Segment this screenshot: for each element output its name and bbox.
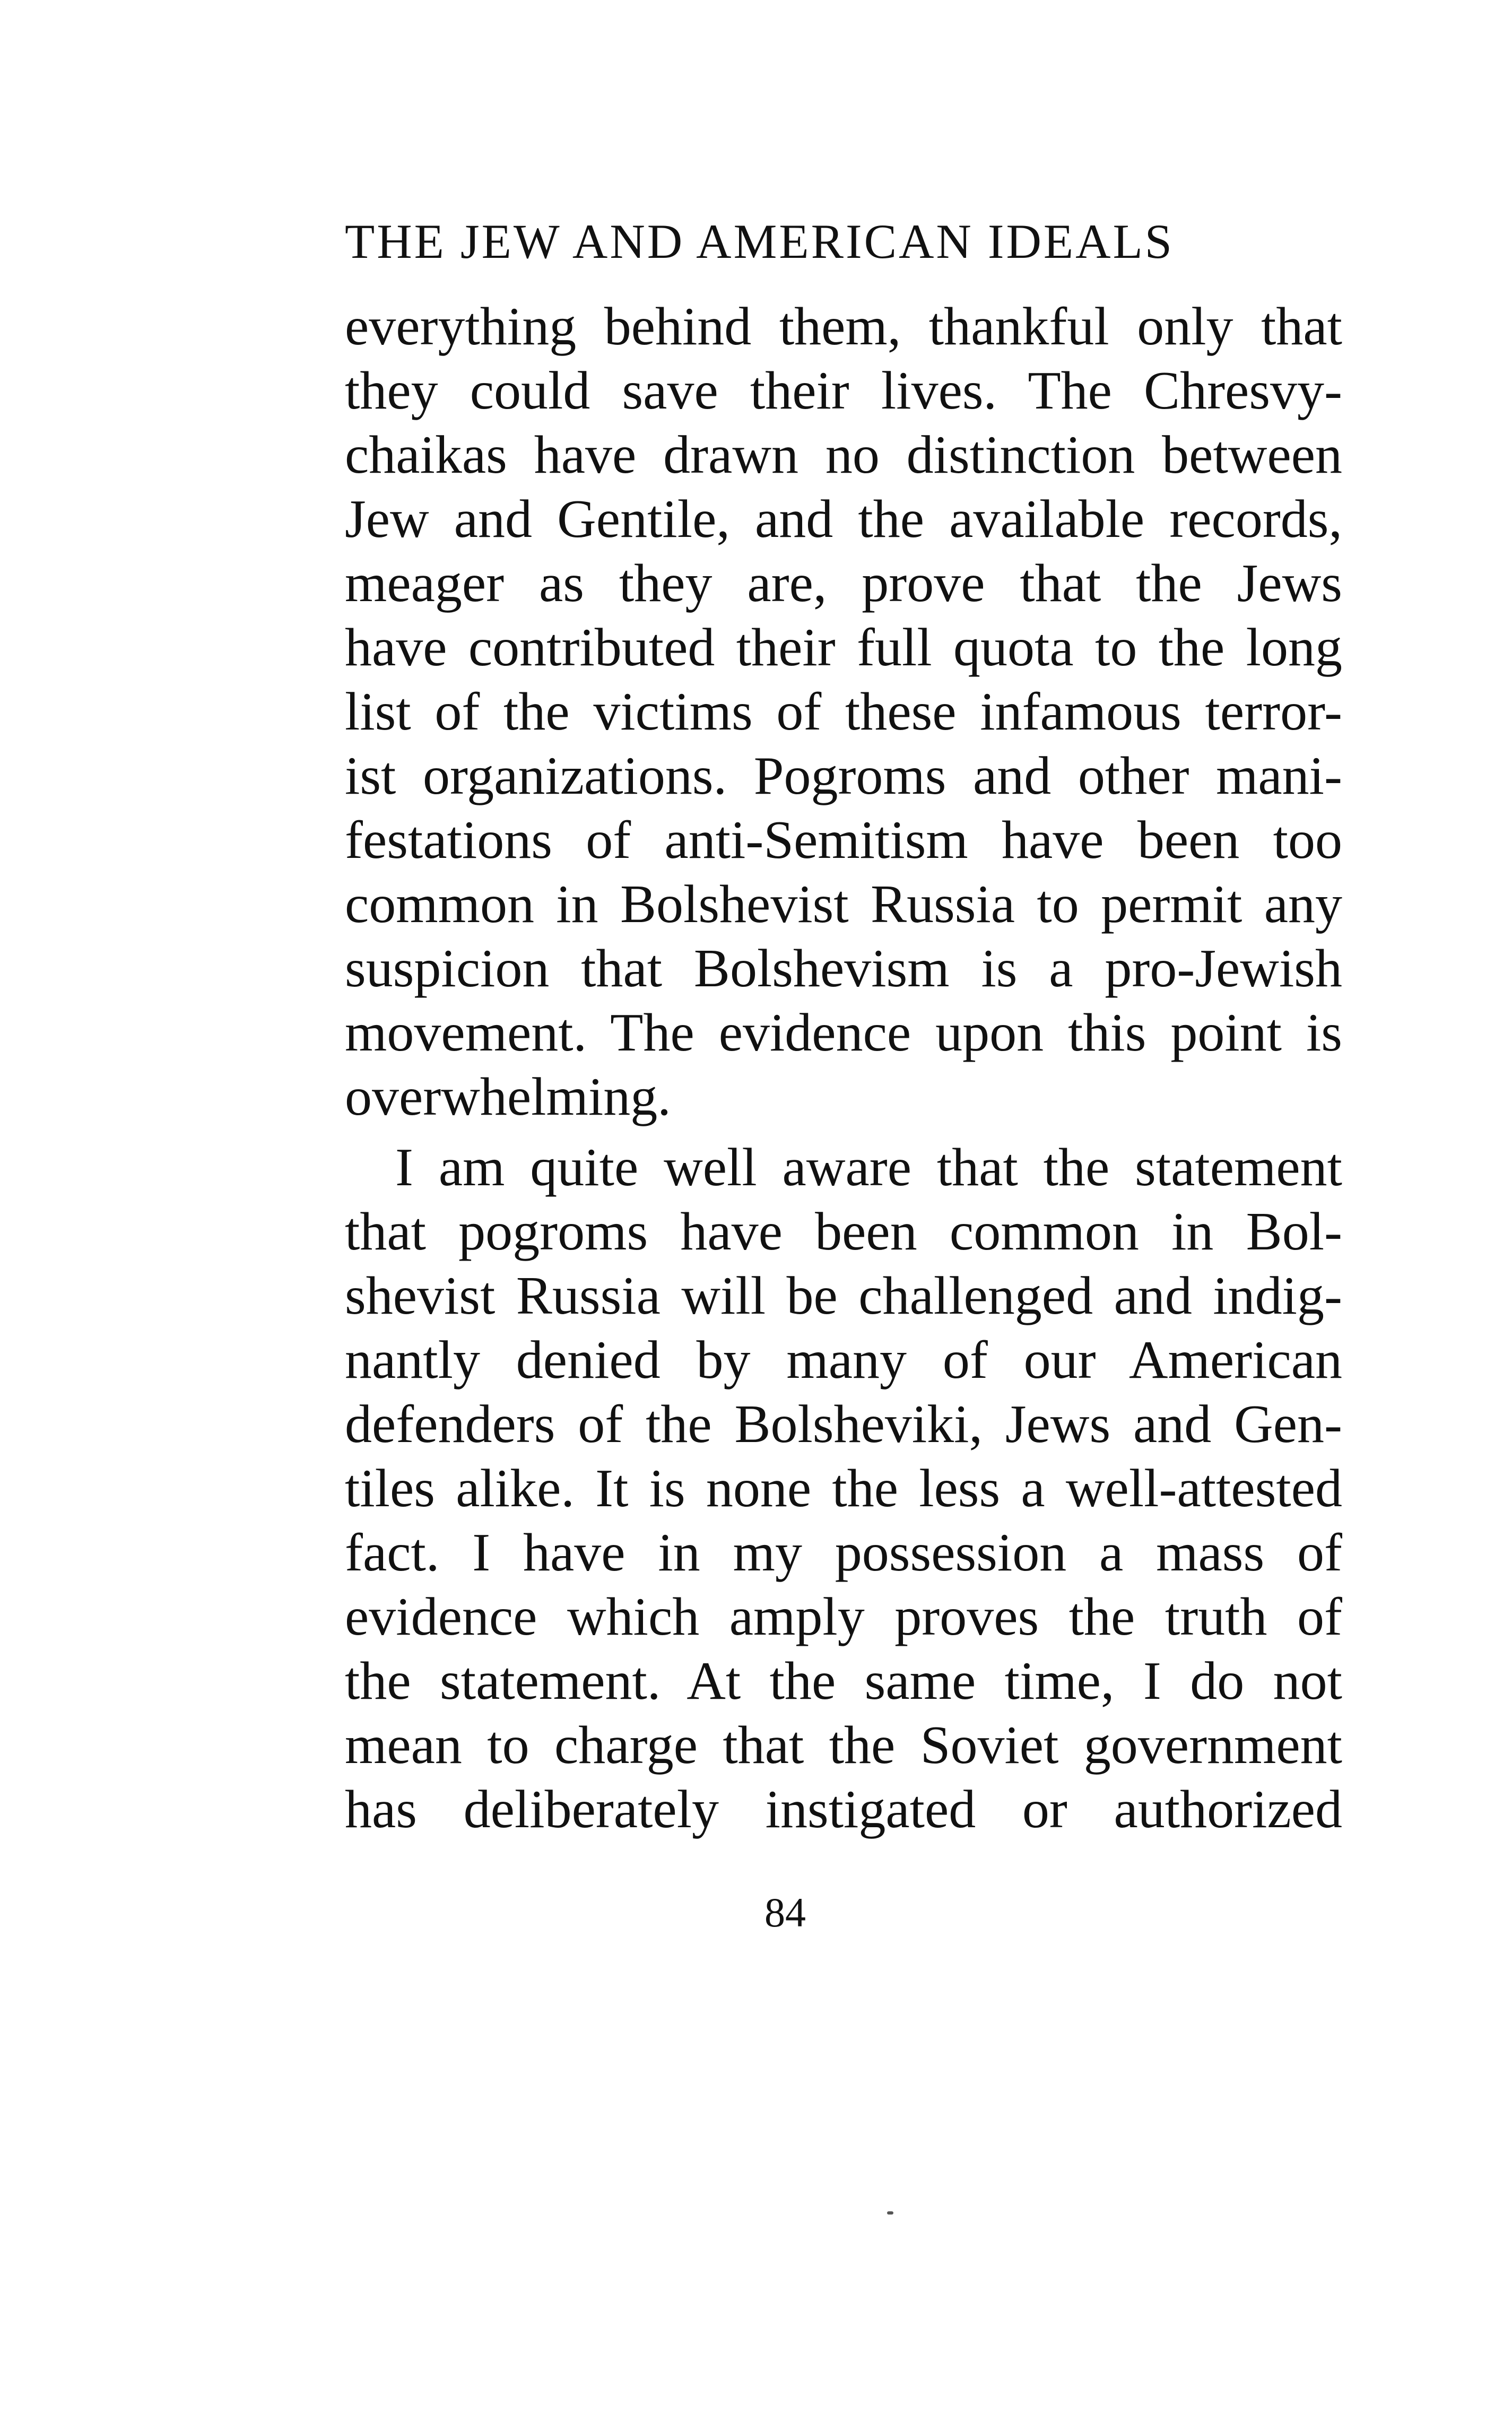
scan-speck bbox=[887, 2211, 893, 2215]
text-line: has deliberately instigated or authorized bbox=[345, 1779, 1342, 1839]
text-line: Jew and Gentile, and the available records, bbox=[345, 489, 1342, 549]
page-number: 84 bbox=[764, 1889, 806, 1935]
text-line: have contributed their full quota to the long bbox=[345, 618, 1342, 678]
text-line: movement. The evidence upon this point is bbox=[345, 1003, 1342, 1063]
text-line: nantly denied by many of our American bbox=[345, 1330, 1342, 1390]
text-line: mean to charge that the Soviet government bbox=[345, 1715, 1342, 1775]
text-line: common in Bolshevist Russia to permit any bbox=[345, 874, 1342, 934]
paragraph-1 bbox=[345, 294, 1342, 1129]
text-line: chaikas have drawn no distinction between bbox=[345, 425, 1342, 485]
paragraph-spacer bbox=[345, 1129, 1342, 1135]
running-head: THE JEW AND AMERICAN IDEALS bbox=[345, 214, 1174, 268]
text-line: suspicion that Bolshevism is a pro-Jewish bbox=[345, 939, 1342, 998]
text-line: evidence which amply proves the truth of bbox=[345, 1587, 1342, 1647]
text-line: that pogroms have been common in Bol- bbox=[345, 1202, 1342, 1262]
text-line: I am quite well aware that the statement bbox=[395, 1137, 1342, 1197]
text-line: festations of anti-Semitism have been too bbox=[345, 810, 1342, 870]
text-line: ist organizations. Pogroms and other mani- bbox=[345, 746, 1342, 806]
text-line: they could save their lives. The Chresvy- bbox=[345, 361, 1342, 421]
body-text bbox=[345, 294, 1342, 1842]
text-line: list of the victims of these infamous terror- bbox=[345, 682, 1342, 742]
text-line: fact. I have in my possession a mass of bbox=[345, 1523, 1342, 1583]
text-line: overwhelming. bbox=[345, 1067, 671, 1127]
text-line: defenders of the Bolsheviki, Jews and Gen- bbox=[345, 1394, 1342, 1454]
text-line: tiles alike. It is none the less a well-attested bbox=[345, 1458, 1342, 1518]
text-line: the statement. At the same time, I do not bbox=[345, 1651, 1342, 1711]
paragraph-2 bbox=[345, 1135, 1342, 1842]
text-line: shevist Russia will be challenged and indig- bbox=[345, 1266, 1342, 1326]
text-line: meager as they are, prove that the Jews bbox=[345, 553, 1342, 613]
text-line: everything behind them, thankful only that bbox=[345, 297, 1342, 357]
